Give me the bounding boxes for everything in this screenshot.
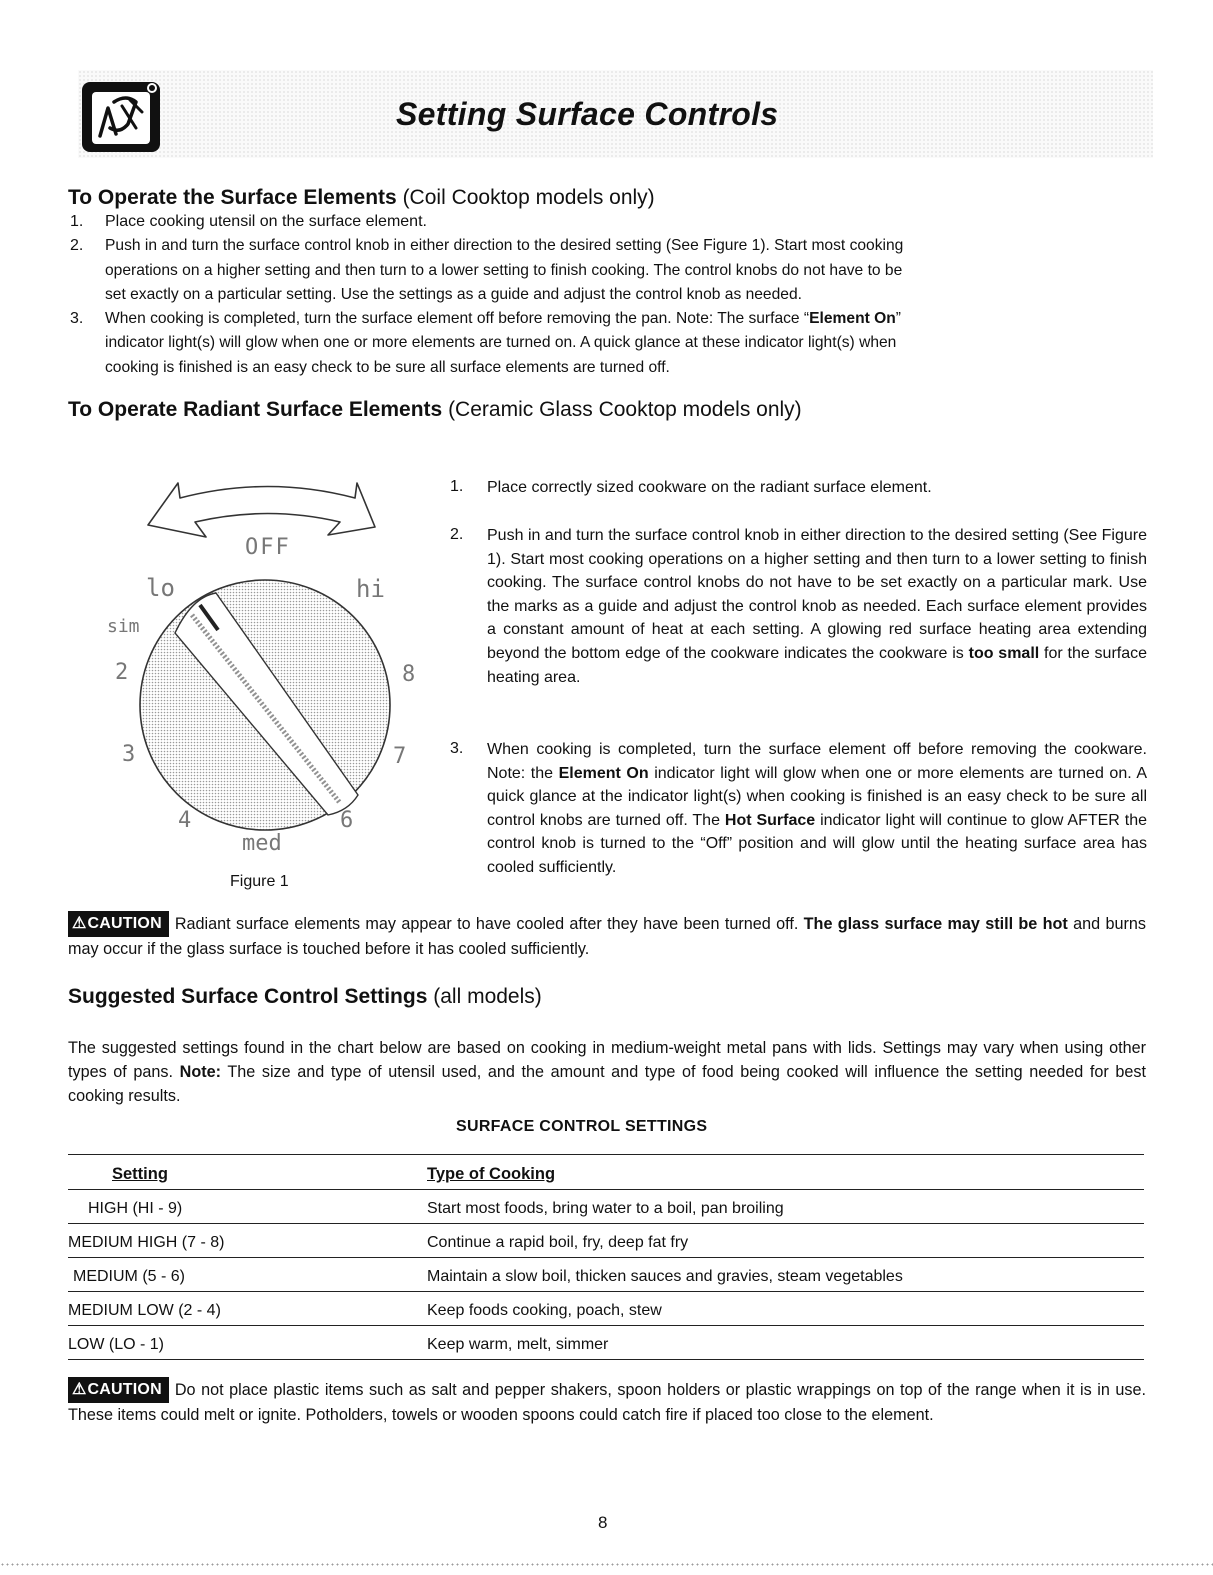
caution-notice xyxy=(68,911,1146,961)
caution-label: CAUTION xyxy=(87,915,162,932)
dial-label-4: 4 xyxy=(178,808,192,833)
dial-label-lo: lo xyxy=(146,574,175,602)
list-item-text xyxy=(487,524,1147,689)
text-run: indicator light will glow when one or more elements are turned on. A quick glance at the indicator light(s) when cooking is finished is an easy check to be sure all control knobs are turned off. The xyxy=(487,764,1148,829)
text-run: and burns may occur if the glass surface is touched before it has cooled sufficiently. xyxy=(68,915,1147,958)
list-item-text: Push in and turn the surface control knob in either direction to the desired setting (See Figure 1). Start most cooking xyxy=(105,237,904,254)
dial-label-6: 6 xyxy=(340,808,354,833)
list-item-text: Place cooking utensil on the surface element. xyxy=(105,213,427,230)
section-heading-settings xyxy=(68,985,542,1009)
list-item-text: Place correctly sized cookware on the radiant surface element. xyxy=(487,479,932,496)
heading-bold: To Operate Radiant Surface Elements xyxy=(68,398,443,421)
text-bold: Element On xyxy=(558,764,649,782)
list-number: 2. xyxy=(70,237,84,254)
dial-label-med: med xyxy=(242,831,282,856)
table-cell-setting: LOW (LO - 1) xyxy=(68,1336,165,1353)
list-number: 1. xyxy=(450,478,464,495)
table-title: SURFACE CONTROL SETTINGS xyxy=(456,1118,708,1135)
table-cell-type: Start most foods, bring water to a boil, pan broiling xyxy=(427,1200,784,1217)
text-run: for the surface heating area. xyxy=(487,644,1148,686)
table-cell-type: Keep warm, melt, simmer xyxy=(427,1336,609,1353)
text-bold: too small xyxy=(968,644,1040,662)
caution-notice xyxy=(68,1377,1146,1427)
section-heading-radiant xyxy=(68,398,802,422)
dial-label-hi: hi xyxy=(356,575,385,603)
list-number: 3. xyxy=(450,740,464,757)
dial-label-7: 7 xyxy=(393,744,407,769)
table-cell-setting: MEDIUM (5 - 6) xyxy=(73,1268,185,1285)
text-run: ” xyxy=(895,310,901,327)
list-item-text: operations on a higher setting and then turn to a lower setting to finish cooking. The control knobs do not have to be xyxy=(105,262,903,279)
table-rule xyxy=(68,1359,1144,1360)
table-cell-setting: MEDIUM HIGH (7 - 8) xyxy=(68,1234,225,1251)
warning-triangle-icon: ⚠ xyxy=(72,1381,87,1398)
dial-label-3: 3 xyxy=(122,742,136,767)
table-rule xyxy=(68,1291,1144,1292)
table-cell-type: Maintain a slow boil, thicken sauces and gravies, steam vegetables xyxy=(427,1268,903,1285)
text-run: The suggested settings found in the chart below are based on cooking in medium-weight metal pans with lids. Settings may vary when using other types of pans. xyxy=(68,1039,1146,1081)
direction-arrow-icon xyxy=(148,483,375,537)
list-number: 2. xyxy=(450,526,464,543)
dial-label-sim: sim xyxy=(107,616,140,637)
text-run: When cooking is completed, turn the surface element off before removing the cookware. Note: the xyxy=(487,741,1147,782)
text-run: The size and type of utensil used, and the amount and type of food being cooked will influence the setting needed for best cooking results. xyxy=(68,1063,1146,1105)
list-item-text: set exactly on a particular setting. Use the settings as a guide and adjust the control knob as needed. xyxy=(105,286,802,303)
text-run: Do not place plastic items such as salt and pepper shakers, spoon holders or plastic wrappings on top of the range when it is in use. These items could melt or ignite. Potholders, towels or wooden spoons could catch fire if placed too close to the element. xyxy=(68,1381,1146,1424)
heading-bold: To Operate the Surface Elements xyxy=(68,186,397,209)
footer-border xyxy=(0,1562,1213,1568)
text-run: indicator light will continue to glow AFTER the control knob is turned to the “Off” position and will glow until the heating surface area has cooled sufficiently. xyxy=(487,811,1148,876)
dial-label-8: 8 xyxy=(402,662,416,687)
table-cell-type: Keep foods cooking, poach, stew xyxy=(427,1302,662,1319)
figure-caption: Figure 1 xyxy=(230,873,289,890)
table-rule xyxy=(68,1257,1144,1258)
text-bold: The glass surface may still be hot xyxy=(803,915,1068,933)
table-cell-setting: MEDIUM LOW (2 - 4) xyxy=(68,1302,221,1319)
text-bold: Element On xyxy=(809,310,896,327)
text-run: Push in and turn the surface control knob in either direction to the desired setting (See Figure 1). Start most cooking operations on a higher setting and then turn to a lower setting to finish cooking. The surface control knobs do not have to be set exactly on a particular mark. Use the marks as a guide and adjust the control knob as needed. Each surface element provides a constant amount of heat at each setting. A glowing red surface heating area extending beyond the bottom edge of the cookware indicates the cookware is xyxy=(487,527,1147,662)
list-item-text: cooking is finished is an easy check to be sure all surface elements are turned off. xyxy=(105,359,670,376)
heading-normal: (Coil Cooktop models only) xyxy=(402,186,655,209)
table-rule xyxy=(68,1154,1144,1155)
page-number: 8 xyxy=(598,1513,608,1532)
column-header-setting: Setting xyxy=(112,1165,168,1183)
list-number: 1. xyxy=(70,213,84,230)
text-bold: Note: xyxy=(179,1063,222,1081)
table-rule xyxy=(68,1325,1144,1326)
settings-intro-paragraph xyxy=(68,1036,1146,1108)
heading-bold: Suggested Surface Control Settings xyxy=(68,985,428,1008)
caution-badge xyxy=(68,1377,169,1403)
column-header-type: Type of Cooking xyxy=(427,1165,556,1183)
list-item-text xyxy=(105,307,901,331)
table-cell-type: Continue a rapid boil, fry, deep fat fry xyxy=(427,1234,689,1251)
text-bold: Hot Surface xyxy=(724,811,816,829)
list-item-text: indicator light(s) will glow when one or more elements are turned on. A quick glance at these indicator light(s) when xyxy=(105,334,897,351)
table-cell-setting: HIGH (HI - 9) xyxy=(88,1200,183,1217)
dial-label-off: OFF xyxy=(245,535,291,560)
heading-normal: (Ceramic Glass Cooktop models only) xyxy=(448,398,802,421)
caution-label: CAUTION xyxy=(87,1381,162,1398)
page-title: Setting Surface Controls xyxy=(396,96,779,132)
warning-triangle-icon: ⚠ xyxy=(72,915,87,932)
section-heading-coil xyxy=(68,186,655,210)
list-number: 3. xyxy=(70,310,84,327)
heading-normal: (all models) xyxy=(433,985,542,1008)
hand-on-knob-icon xyxy=(80,78,162,154)
caution-badge xyxy=(68,911,169,937)
text-run: When cooking is completed, turn the surface element off before removing the pan. Note: The surface “ xyxy=(105,310,810,327)
list-item-text xyxy=(487,738,1147,880)
text-run: Radiant surface elements may appear to have cooled after they have been turned off. xyxy=(174,915,804,933)
dial-label-2: 2 xyxy=(115,660,129,685)
table-rule xyxy=(68,1189,1144,1190)
table-rule xyxy=(68,1223,1144,1224)
